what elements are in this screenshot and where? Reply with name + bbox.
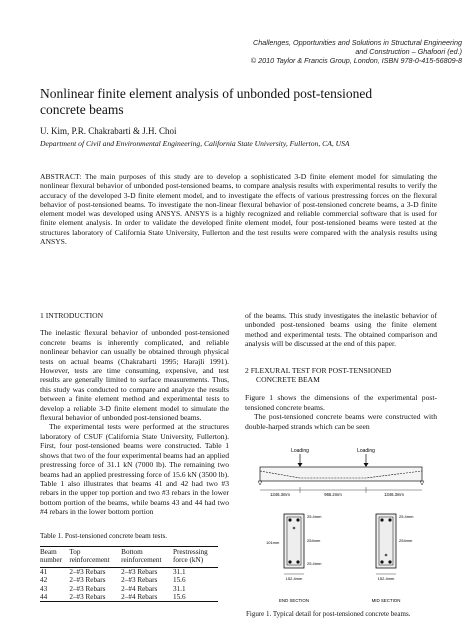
cell: 15.6 bbox=[172, 593, 186, 602]
right-column bbox=[245, 311, 437, 431]
dim-top-cover-mid: 25.4mm bbox=[399, 514, 414, 519]
beam-detail-figure bbox=[246, 442, 436, 612]
running-header bbox=[132, 38, 462, 66]
table-row bbox=[40, 585, 218, 593]
arrowhead-icon bbox=[364, 463, 369, 467]
mid-section-label: MID SECTION bbox=[371, 598, 401, 603]
header-line-1: Challenges, Opportunities and Solutions in Structural Engineering bbox=[253, 38, 462, 47]
cell: 2–#3 Rebars bbox=[69, 576, 106, 585]
intro-paragraph-1: The inelastic flexural behavior of unbonded post-tensioned concrete beams is inherently complicated, and reliable nonlinear behavior can usually be obtained through physical tests on actual beams (Chakrabarti 1995; Harajli 1991). However, tests are time consuming, expensive, and test results are generally limited to surface measurements. Thus, this study was conducted to compare and analyze the results between a finite element method and experimental tests to develop a reliable 3-D finite element model to simulate the flexural behavior of unbonded post-tensioned beams. bbox=[40, 328, 229, 423]
right-paragraph-3: The post-tensioned concrete beams were constructed with double-harped strands which can be seen bbox=[245, 412, 437, 431]
dim-left: 1346.3mm bbox=[270, 492, 290, 497]
header-beam-number: Beam number bbox=[40, 548, 62, 565]
authors: U. Kim, P.R. Chakrabarti & J.H. Choi bbox=[40, 126, 177, 136]
table-row bbox=[40, 593, 218, 602]
rebar bbox=[288, 560, 291, 563]
abstract: ABSTRACT: The main purposes of this study are to develop a sophisticated 3-D finite element model for simulating the nonlinear flexural behavior of unbonded post-tensioned beams, to compare analysis results with experimental results to verify the accuracy of the developed 3-D finite element model, and to investigate the effects of various prestressing forces on the flexural behavior of post-tensioned beams. To investigate the non-linear flexural behavior of post-tensioned concrete beams, a 3-D finite element model was developed using ANSYS. ANSYS is a highly recognized and reliable commercial software that is used for finite element analysis. In order to validate the developed finite element model, four post-tensioned beams were tested at the structures laboratory of California State University, Fullerton and the test results were compared with the analysis results using ANSYS. bbox=[40, 172, 437, 247]
spacer bbox=[40, 320, 229, 328]
dim-width: 152.4mm bbox=[285, 576, 303, 581]
cell: 2–#3 Rebars bbox=[121, 576, 158, 585]
table-caption: Table 1. Post-tensioned concrete beam tests. bbox=[40, 532, 168, 540]
title-line-1: Nonlinear finite element analysis of unbonded post-tensioned bbox=[40, 86, 373, 101]
affiliation: Department of Civil and Environmental Engineering, California State University, Fullerton, CA, USA bbox=[40, 139, 350, 148]
header-line-2: and Construction – Ghafoori (ed.) bbox=[355, 47, 462, 57]
dim-right: 1346.3mm bbox=[384, 492, 404, 497]
cell: 2–#3 Rebars bbox=[69, 584, 106, 593]
table-header-row bbox=[40, 547, 218, 568]
rebar bbox=[288, 518, 291, 521]
dim-top-cover: 25.4mm bbox=[307, 514, 322, 519]
dim-bottom-cover: 25.4mm bbox=[307, 561, 322, 566]
cell: 31.1 bbox=[172, 584, 186, 593]
spacer bbox=[245, 349, 437, 366]
paper-title bbox=[40, 86, 420, 118]
rebar bbox=[388, 518, 391, 521]
right-paragraph-1: of the beams. This study investigates the inelastic behavior of unbonded post-tensioned beams using the finite element method and experimental tests. The obtained comparison and analysis will be discussed at the end of this paper. bbox=[245, 311, 437, 349]
arrowhead-icon bbox=[298, 463, 303, 467]
section-heading-introduction: 1 INTRODUCTION bbox=[40, 311, 104, 320]
dim-depth: 254mm bbox=[307, 538, 321, 543]
loading-label-left: Loading bbox=[291, 448, 309, 454]
spacer bbox=[245, 384, 437, 393]
beam-tests-table bbox=[40, 546, 218, 602]
cell: 41 bbox=[40, 567, 48, 576]
end-section-label: END SECTION bbox=[278, 598, 310, 603]
strand bbox=[385, 554, 388, 557]
support-right bbox=[420, 481, 424, 485]
dim-width-mid: 152.4mm bbox=[377, 576, 395, 581]
left-column bbox=[40, 311, 229, 517]
header-line-3: © 2010 Taylor & Francis Group, London, ISBN 978-0-415-56809-8 bbox=[250, 56, 462, 66]
rebar bbox=[296, 518, 299, 521]
dim-depth-mid: 254mm bbox=[399, 538, 413, 543]
cell: 43 bbox=[40, 584, 48, 593]
rebar bbox=[380, 518, 383, 521]
cell: 2–#3 Rebars bbox=[69, 567, 106, 576]
strand bbox=[293, 527, 296, 530]
table-row bbox=[40, 567, 218, 576]
cell: 44 bbox=[40, 593, 48, 602]
header-top-reinforcement: Top reinforcement bbox=[69, 548, 110, 565]
figure-caption: Figure 1. Typical detail for post-tensioned concrete beams. bbox=[246, 610, 411, 618]
rebar bbox=[388, 560, 391, 563]
section-heading-flexural-line-2: CONCRETE BEAM bbox=[256, 375, 320, 385]
dim-strand: 101mm bbox=[266, 540, 280, 545]
section-heading-flexural-line-1: 2 FLEXURAL TEST FOR POST-TENSIONED bbox=[245, 365, 392, 375]
cell: 2–#4 Rebars bbox=[121, 584, 158, 593]
cell: 2–#3 Rebars bbox=[69, 593, 106, 602]
cell: 15.6 bbox=[172, 576, 186, 585]
cell: 2–#4 Rebars bbox=[121, 593, 158, 602]
header-bottom-reinforcement: Bottom reinforcement bbox=[121, 548, 162, 565]
support-left bbox=[258, 481, 262, 485]
dim-mid: 965.2mm bbox=[324, 492, 342, 497]
cell: 31.1 bbox=[172, 567, 186, 576]
cell: 42 bbox=[40, 576, 48, 585]
rebar bbox=[380, 560, 383, 563]
cell: 2–#3 Rebars bbox=[121, 567, 158, 576]
right-paragraph-2: Figure 1 shows the dimensions of the experimental post-tensioned concrete beams. bbox=[245, 393, 437, 412]
header-prestressing-force: Prestressing force (kN) bbox=[172, 548, 208, 565]
title-line-2: concrete beams bbox=[40, 102, 124, 117]
loading-label-right: Loading bbox=[357, 448, 375, 454]
table-row bbox=[40, 576, 218, 584]
intro-paragraph-2: The experimental tests were performed at the structures laboratory of CSUF (California State University, Fullerton). First, four post-tensioned beams were constructed. Table 1 shows that two of the four experimental beams had an applied prestressing force of 31.1 kN (7000 lb). The remaining two beams had an applied prestressing force of 15.6 kN (3500 lb). Table 1 also illustrates that beams 41 and 42 had two #3 rebars in the upper top portion and two #3 rebars in the lower bottom portion of the beams, while beams 43 and 44 had two #4 rebars in the lower bottom portion bbox=[40, 422, 229, 517]
rebar bbox=[296, 560, 299, 563]
